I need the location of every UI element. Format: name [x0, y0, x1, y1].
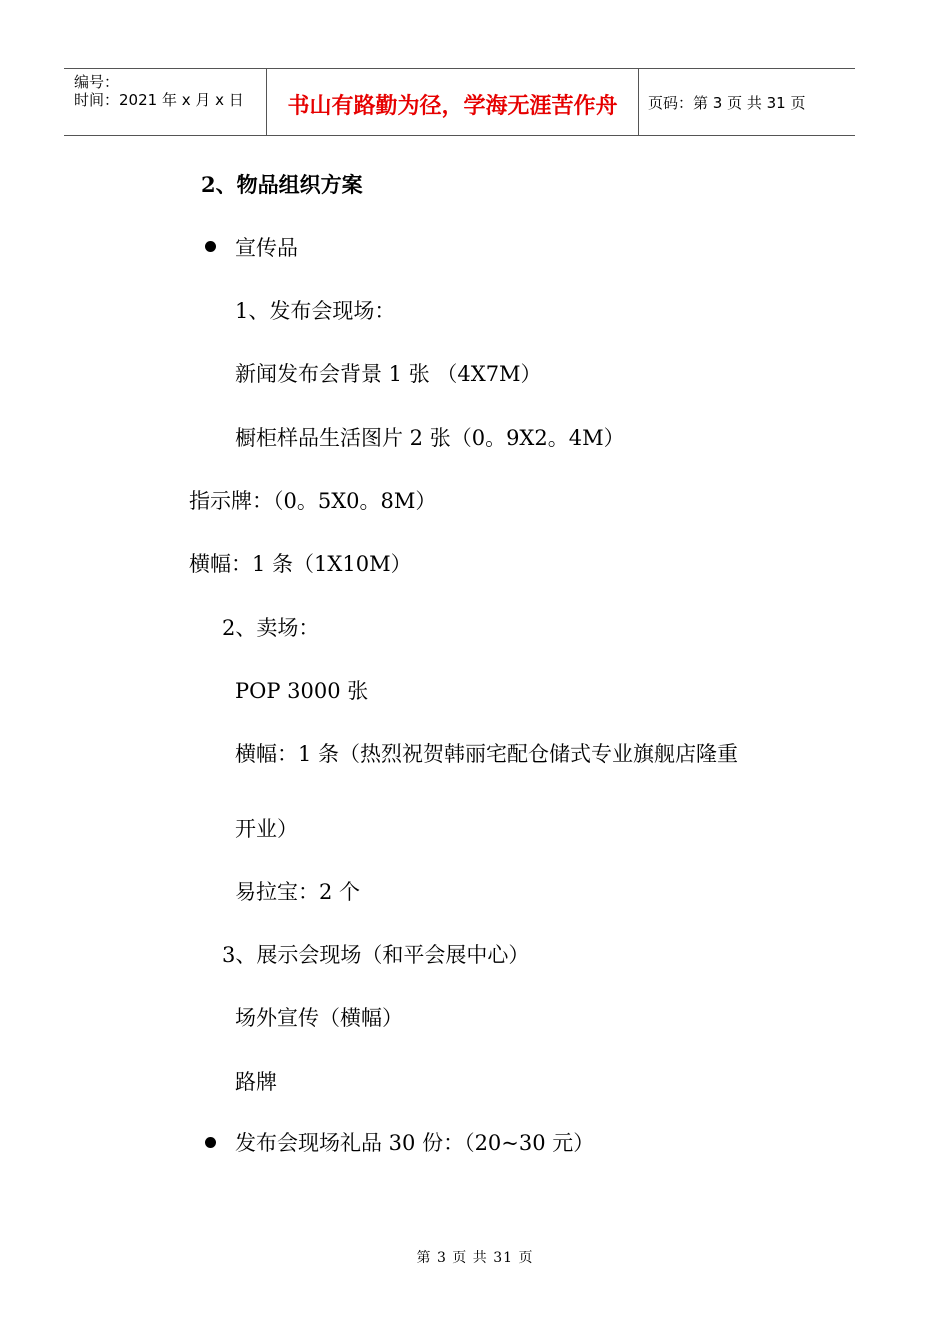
bullet-item-publicity: 宣传品	[235, 236, 298, 260]
page-footer: 第 3 页 共 31 页	[416, 1250, 534, 1266]
bullet-icon	[205, 241, 216, 252]
list-item: 横幅：1 条（热烈祝贺韩丽宅配仓储式专业旗舰店隆重	[235, 742, 739, 766]
list-item: 新闻发布会背景 1 张 （4X7M）	[235, 362, 542, 386]
subsection-title-store: 2、卖场：	[222, 616, 320, 640]
list-item-continuation: 开业）	[235, 817, 298, 841]
bullet-item-gifts: 发布会现场礼品 30 份：（20~30 元）	[235, 1131, 595, 1155]
subsection-title-launch: 1、发布会现场：	[235, 299, 396, 323]
document-time-label: 时间：2021 年 x 月 x 日	[74, 91, 244, 109]
section-title: 2、物品组织方案	[201, 172, 363, 197]
bullet-icon	[205, 1137, 216, 1148]
document-header	[64, 68, 855, 136]
list-item: POP 3000 张	[235, 679, 369, 703]
list-item: 指示牌：（0。5X0。8M）	[189, 489, 437, 513]
list-item: 易拉宝：2 个	[235, 880, 361, 904]
header-motto: 书山有路勤为径，学海无涯苦作舟	[287, 94, 618, 119]
subsection-title-exhibition: 3、展示会现场（和平会展中心）	[222, 943, 530, 967]
header-page-info: 页码：第 3 页 共 31 页	[648, 94, 806, 112]
list-item: 橱柜样品生活图片 2 张（0。9X2。4M）	[235, 426, 625, 450]
list-item: 场外宣传（横幅）	[235, 1006, 403, 1030]
header-meta-cell	[64, 69, 266, 135]
list-item: 横幅：1 条（1X10M）	[189, 552, 412, 576]
list-item: 路牌	[235, 1070, 277, 1094]
header-motto-cell	[266, 69, 639, 135]
document-number-label: 编号：	[74, 73, 120, 91]
header-page-cell	[639, 69, 855, 135]
